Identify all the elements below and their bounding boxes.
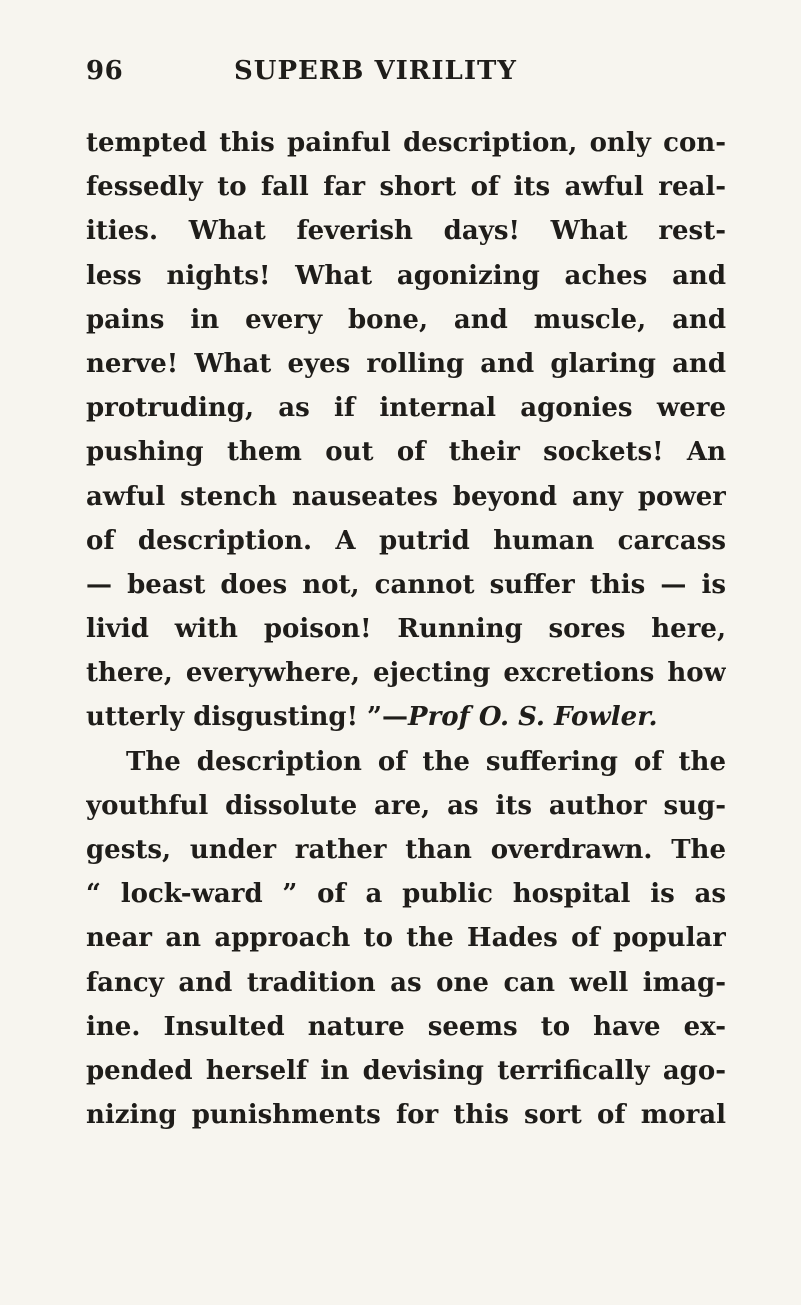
text-line: fancy and tradition as one can well imag- bbox=[86, 967, 726, 998]
text-line: ities. What feverish days! What rest- bbox=[86, 216, 726, 247]
text-line: pushing them out of their sockets! An bbox=[86, 437, 726, 468]
text-line: livid with poison! Running sores here, bbox=[86, 614, 726, 645]
text-line: awful stench nauseates beyond any power bbox=[86, 481, 726, 512]
text-line: of description. A putrid human carcass bbox=[86, 525, 726, 556]
text-line: fessedly to fall far short of its awful real- bbox=[86, 172, 726, 203]
text-line: tempted this painful description, only con- bbox=[86, 128, 726, 158]
text-line: nizing punishments for this sort of moral bbox=[86, 1100, 726, 1131]
text-line: protruding, as if internal agonies were bbox=[86, 393, 726, 424]
running-title: SUPERB VIRILITY bbox=[234, 56, 517, 86]
text-line: there, everywhere, ejecting excretions how bbox=[86, 658, 726, 689]
citation: Prof O. S. Fowler. bbox=[408, 702, 658, 733]
text-line: pains in every bone, and muscle, and bbox=[86, 304, 726, 335]
text-line: youthful dissolute are, as its author sug- bbox=[86, 790, 726, 821]
quote-end-text: utterly disgusting! ”— bbox=[86, 702, 409, 733]
quote-end-line bbox=[86, 695, 726, 739]
text-line: “ lock-ward ” of a public hospital is as bbox=[86, 879, 726, 910]
body-text bbox=[86, 121, 726, 1137]
text-line: — beast does not, cannot suffer this — is bbox=[86, 569, 726, 600]
text-line: ine. Insulted nature seems to have ex- bbox=[86, 1011, 726, 1042]
paragraph-first-line: The description of the suffering of the bbox=[126, 746, 726, 777]
text-line: pended herself in devising terrifically ago- bbox=[86, 1055, 726, 1086]
text-line: near an approach to the Hades of popular bbox=[86, 923, 726, 954]
page-number: 96 bbox=[86, 56, 124, 86]
text-line: nerve! What eyes rolling and glaring and bbox=[86, 348, 726, 379]
text-line: less nights! What agonizing aches and bbox=[86, 260, 726, 291]
running-head bbox=[86, 56, 719, 96]
text-line: gests, under rather than overdrawn. The bbox=[86, 835, 726, 865]
